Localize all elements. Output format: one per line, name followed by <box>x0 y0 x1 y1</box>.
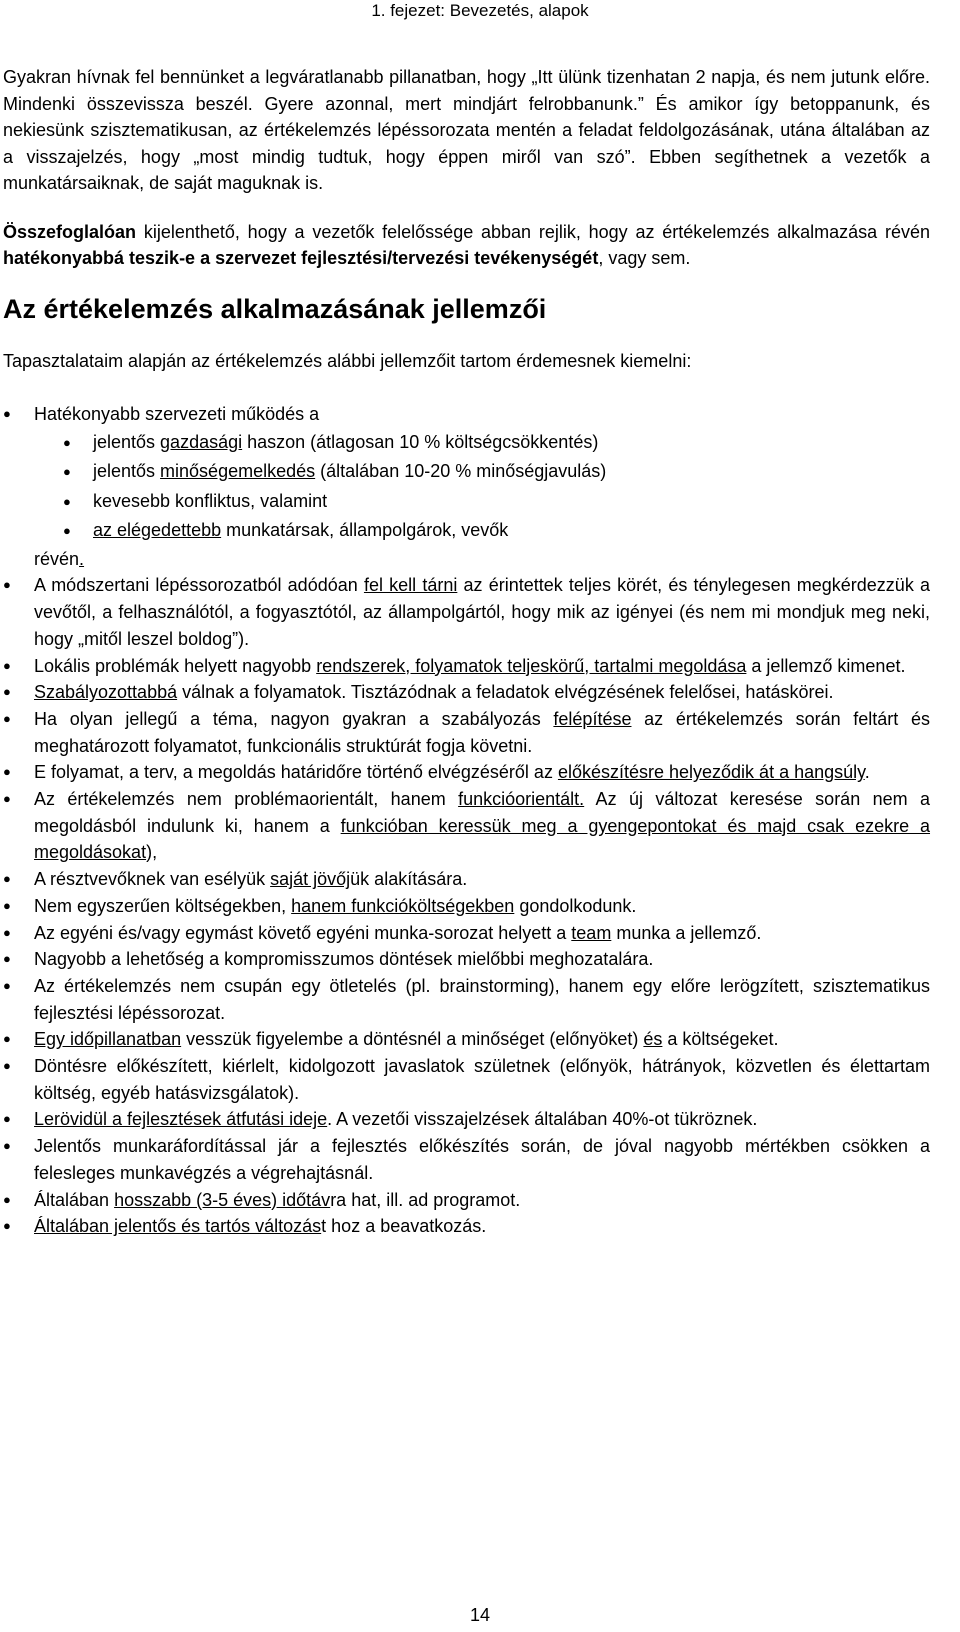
list-item: ● Nem egyszerűen költségekben, hanem funkcióköltségekben gondolkodunk. <box>3 893 930 920</box>
list-item: ● Általában jelentős és tartós változást hoz a beavatkozás. <box>3 1213 930 1240</box>
page-content <box>3 64 930 1240</box>
list-item: ● A résztvevőknek van esélyük saját jövőjük alakítására. <box>3 866 930 893</box>
list-item: ● Lerövidül a fejlesztések átfutási ideje. A vezetői visszajelzések általában 40%-ot tükröznek. <box>3 1106 930 1133</box>
summary-text-end: , vagy sem. <box>598 248 691 268</box>
sub-list-item: ● jelentős minőségemelkedés (általában 10-20 % minőségjavulás) <box>34 457 930 487</box>
summary-text: kijelenthető, hogy a vezetők felelőssége abban rejlik, hogy az értékelemzés alkalmazása révén <box>136 221 930 242</box>
sub-list-item: ● kevesebb konfliktus, valamint <box>34 487 930 517</box>
summary-paragraph <box>3 219 930 272</box>
section-lead: Tapasztalataim alapján az értékelemzés alábbi jellemzőit tartom érdemesnek kiemelni: <box>3 350 692 371</box>
list-item: ● Az értékelemzés nem problémaorientált, hanem funkcióorientált. Az új változat keresése során nem a megoldásból indulunk ki, hanem a funkcióban keressük meg a gyengepontokat és majd csak ezekre a megoldásokat), <box>3 786 930 866</box>
list-item: ● Ha olyan jellegű a téma, nagyon gyakran a szabályozás felépítése az értékelemzés során feltárt és meghatározott folyamatot, funkcionális struktúrát fogja követni. <box>3 706 930 759</box>
summary-bold-claim: hatékonyabbá teszik-e a szervezet fejlesztési/tervezési tevékenységét <box>3 248 599 268</box>
section-title: Az értékelemzés alkalmazásának jellemzői <box>3 293 547 324</box>
characteristics-list <box>3 401 930 1240</box>
list-item: ● Az egyéni és/vagy egymást követő egyéni munka-sorozat helyett a team munka a jellemző. <box>3 920 930 947</box>
list-item: ● Egy időpillanatban vesszük figyelembe a döntésnél a minőséget (előnyöket) és a költségeket. <box>3 1026 930 1053</box>
sub-list-item: ● jelentős gazdasági haszon (átlagosan 10 % költségcsökkentés) <box>34 428 930 458</box>
list-item: ● Lokális problémák helyett nagyobb rendszerek, folyamatok teljeskörű, tartalmi megoldása a jellemző kimenet. <box>3 653 930 680</box>
list-item-tail: révén <box>34 548 80 569</box>
list-item: ● Általában hosszabb (3-5 éves) időtávra hat, ill. ad programot. <box>3 1187 930 1214</box>
sub-list <box>34 428 930 546</box>
page-number: 14 <box>469 1605 491 1625</box>
sub-list-item: ● az elégedettebb munkatársak, állampolgárok, vevők <box>34 516 930 546</box>
list-item: ● Az értékelemzés nem csupán egy ötletelés (pl. brainstorming), hanem egy előre lerögzített, szisztematikus fejlesztési lépéssorozat. <box>3 973 930 1026</box>
list-item: ● Döntésre előkészített, kiérlelt, kidolgozott javaslatok születnek (előnyök, hátrányok, közvetlen és élettartam költség, egyéb hatásvizsgálatok). <box>3 1053 930 1106</box>
list-item: ● Nagyobb a lehetőség a kompromisszumos döntések mielőbbi meghozatalára. <box>3 946 930 973</box>
list-item: ● Hatékonyabb szervezeti működés a ● jelentős gazdasági haszon (átlagosan 10 % költségcsökkentés) ● jelentős minőségemelkedés (általában 10-20 % minőségjavulás) ● kevesebb konfliktus, valamint ● az elégedettebb munkatársak, állampolgárok, vevők révén. <box>3 401 930 572</box>
list-item: ● Jelentős munkaráfordítással jár a fejlesztés előkészítés során, de jóval nagyobb mértékben csökken a felesleges munkavégzés a végrehajtásnál. <box>3 1133 930 1186</box>
list-item: ● E folyamat, a terv, a megoldás határidőre történő elvégzéséről az előkészítésre helyeződik át a hangsúly. <box>3 759 930 786</box>
list-item: ● Szabályozottabbá válnak a folyamatok. Tisztázódnak a feladatok elvégzésének felelősei, hatáskörei. <box>3 679 930 706</box>
summary-bold-lead: Összefoglalóan <box>3 221 137 242</box>
list-item-text: Hatékonyabb szervezeti működés a <box>34 404 320 424</box>
intro-paragraph: Gyakran hívnak fel bennünket a legváratlanabb pillanatban, hogy „Itt ülünk tizenhatan 2 napja, és nem jutunk előre. Mindenki összevissza beszél. Gyere azonnal, mert mindjárt felrobbanunk.” És amikor így betoppanunk, és nekiesünk szisztematikusan, az értékelemzés lépéssorozata mentén a feladat feldolgozásának, utána általában az a visszajelzés, hogy „most mindig tudtuk, hogy éppen miről van szó”. Ebben segíthetnek a vezetők a munkatársaiknak, de saját maguknak is. <box>3 67 930 193</box>
list-item: ● A módszertani lépéssorozatból adódóan fel kell tárni az érintettek teljes körét, és ténylegesen megkérdezzük a vevőtől, a felhasználótól, a fogyasztótól, az állampolgártól, hogy mik az igényei (és nem mi mondjuk meg neki, hogy „mitől leszel boldog”). <box>3 572 930 652</box>
running-header: 1. fejezet: Bevezetés, alapok <box>371 1 589 20</box>
